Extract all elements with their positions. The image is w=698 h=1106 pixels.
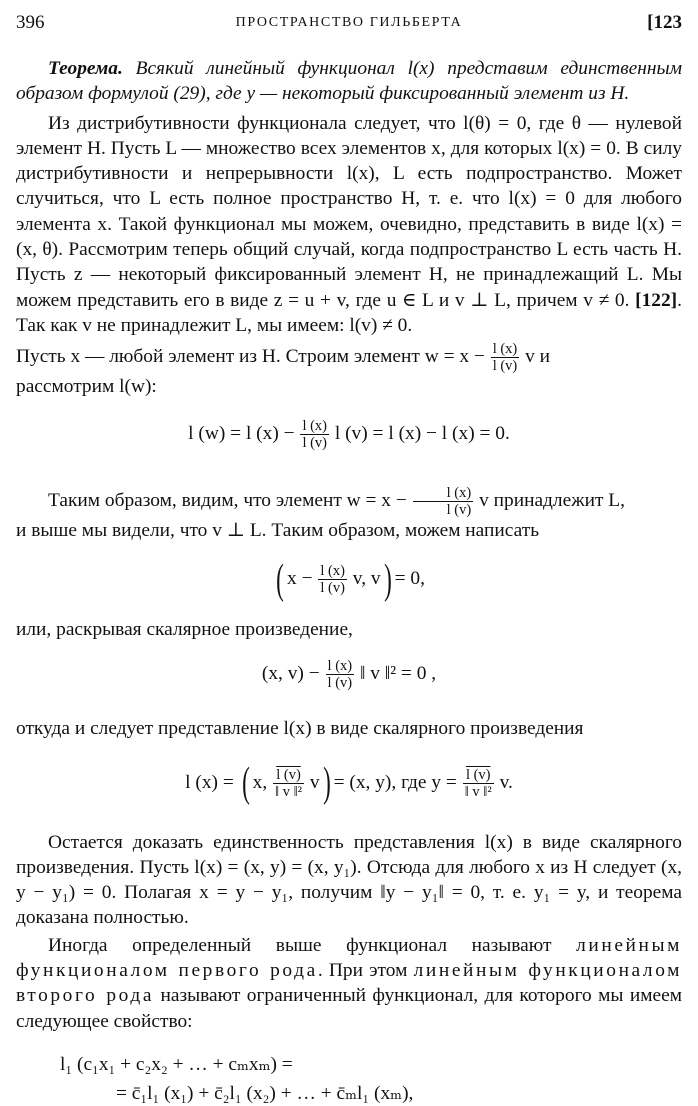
fraction-lx-over-lv: $\frac{l (x)}{l (v)}$ [320, 563, 345, 596]
proof-paragraph-1 [16, 111, 682, 339]
section-number: [123 [647, 12, 682, 33]
book-page [16, 8, 682, 1106]
running-title: ПРОСТРАНСТВО ГИЛЬБЕРТА [235, 15, 463, 30]
page-number: 396 [16, 12, 45, 33]
paragraph-text: Из дистрибутивности функционала следует, что l(θ) = 0, где θ — нулевой элемент H. Пусть L — множество всех элементов x, для которых l(x) = 0. В силу дистрибутивности и непрерывности l(x), L есть подпространство. Может случиться, что L есть полное пространство H, т. е. что l(x) = 0 для любого элемента x. Такой функционал мы можем, очевидно, представить в виде l(x) = (x, θ). Рассмотрим теперь общий случай, когда подпространство L есть часть H. Пусть z — некоторый фиксированный элемент H, не принадлежащий L. Мы можем представить его в виде z = u + v, где u ∈ L и v ⊥ L, причем v ≠ 0. [16, 112, 682, 311]
proof-paragraph-3-cont: и выше мы видели, что v ⊥ L. Таким образом, можем написать [16, 519, 540, 541]
fraction-conj-lv-over-norm: $\frac{l (v)}{\text{‖ v ‖²}}$ [275, 766, 303, 800]
theorem-label: Теорема. [48, 58, 123, 79]
cross-reference: [122] [635, 289, 678, 311]
proof-paragraph-5: откуда и следует представление l(x) в виде скалярного произведения [16, 718, 584, 740]
equation-1: l (w) = l (x) − $\frac{l (x)}{l (v)}$ l (v) = l (x) − l (x) = 0. [188, 417, 510, 451]
spaced-term: линейным функционалом второго рода [16, 960, 682, 1007]
spaced-term: линейным функционалом первого рода [16, 934, 682, 982]
fraction-conj-lv-over-norm: $\frac{l (v)}{\text{‖ v ‖²}}$ [464, 766, 492, 800]
theorem-paragraph [16, 56, 682, 107]
fraction-lx-over-lv: $\frac{l (x)}{l (v)}$ [413, 485, 474, 518]
proof-paragraph-3: Таким образом, видим, что элемент w = x − $\frac{l (x)}{l (v)}$ v принадлежит L, [48, 484, 625, 518]
paragraph-text: Пусть x — любой элемент из H. Строим элемент w = x − [16, 346, 485, 368]
equation-4: l (x) = ( x, $\frac{l (v)}{\text{‖ v ‖²}}$ v) = (x, y), где y = $\frac{l (v)}{\text{‖ v ‖²}}$ v. [185, 760, 513, 807]
proof-paragraph-6: Остается доказать единственность представления l(x) в виде скалярного произведения. Пусть l(x) = (x, y) = (x, y₁). Отсюда для любого x из H следует (x, y − y₁) = 0. Полагая x = y − y₁, получим ‖y − y₁‖ = 0, т. е. y₁ = y, и теорема доказана полностью. [16, 831, 682, 929]
proof-paragraph-4: или, раскрывая скалярное произведение, [16, 618, 353, 640]
fraction-lx-over-lv: $\frac{l (x)}{l (v)}$ [492, 341, 518, 375]
equation-line-1: l₁ (c₁x₁ + c₂x₂ + … + cₘxₘ) = [60, 1053, 293, 1075]
paragraph-text: рассмотрим l(w): [16, 376, 157, 398]
paragraph-text: . Так как v не принадлежит L, мы имеем: l(v) ≠ 0. [16, 289, 682, 336]
paragraph-definitions: Иногда определенный выше функционал называют линейным функционалом первого рода. При этом линейным функционалом второго рода называют ограниченный функционал, для которого мы имеем следующее свойство: [16, 934, 682, 1032]
page-header [16, 8, 682, 42]
equation-3: (x, v) − $\frac{l (x)}{l (v)}$ ‖ v ‖² = 0 , [261, 658, 437, 692]
paragraph-text: v и [525, 346, 551, 368]
proof-paragraph-2-cont [16, 374, 682, 399]
theorem-statement: Всякий линейный функционал l(x) представим единственным образом формулой (29), где y — некоторый фиксированный элемент из H. [16, 58, 682, 105]
equation-line-2: = c̄₁l₁ (x₁) + c̄₂l₁ (x₂) + … + c̄ₘl₁ (xₘ), [116, 1082, 414, 1104]
proof-paragraph-2 [16, 340, 682, 374]
equation-2: ( x − $\frac{l (x)}{l (v)}$ v, v) = 0, [276, 556, 425, 603]
fraction-lx-over-lv: $\frac{l (x)}{l (v)}$ [302, 417, 327, 451]
fraction-lx-over-lv: $\frac{l (x)}{l (v)}$ [327, 658, 353, 692]
equation-system [16, 1052, 682, 1106]
